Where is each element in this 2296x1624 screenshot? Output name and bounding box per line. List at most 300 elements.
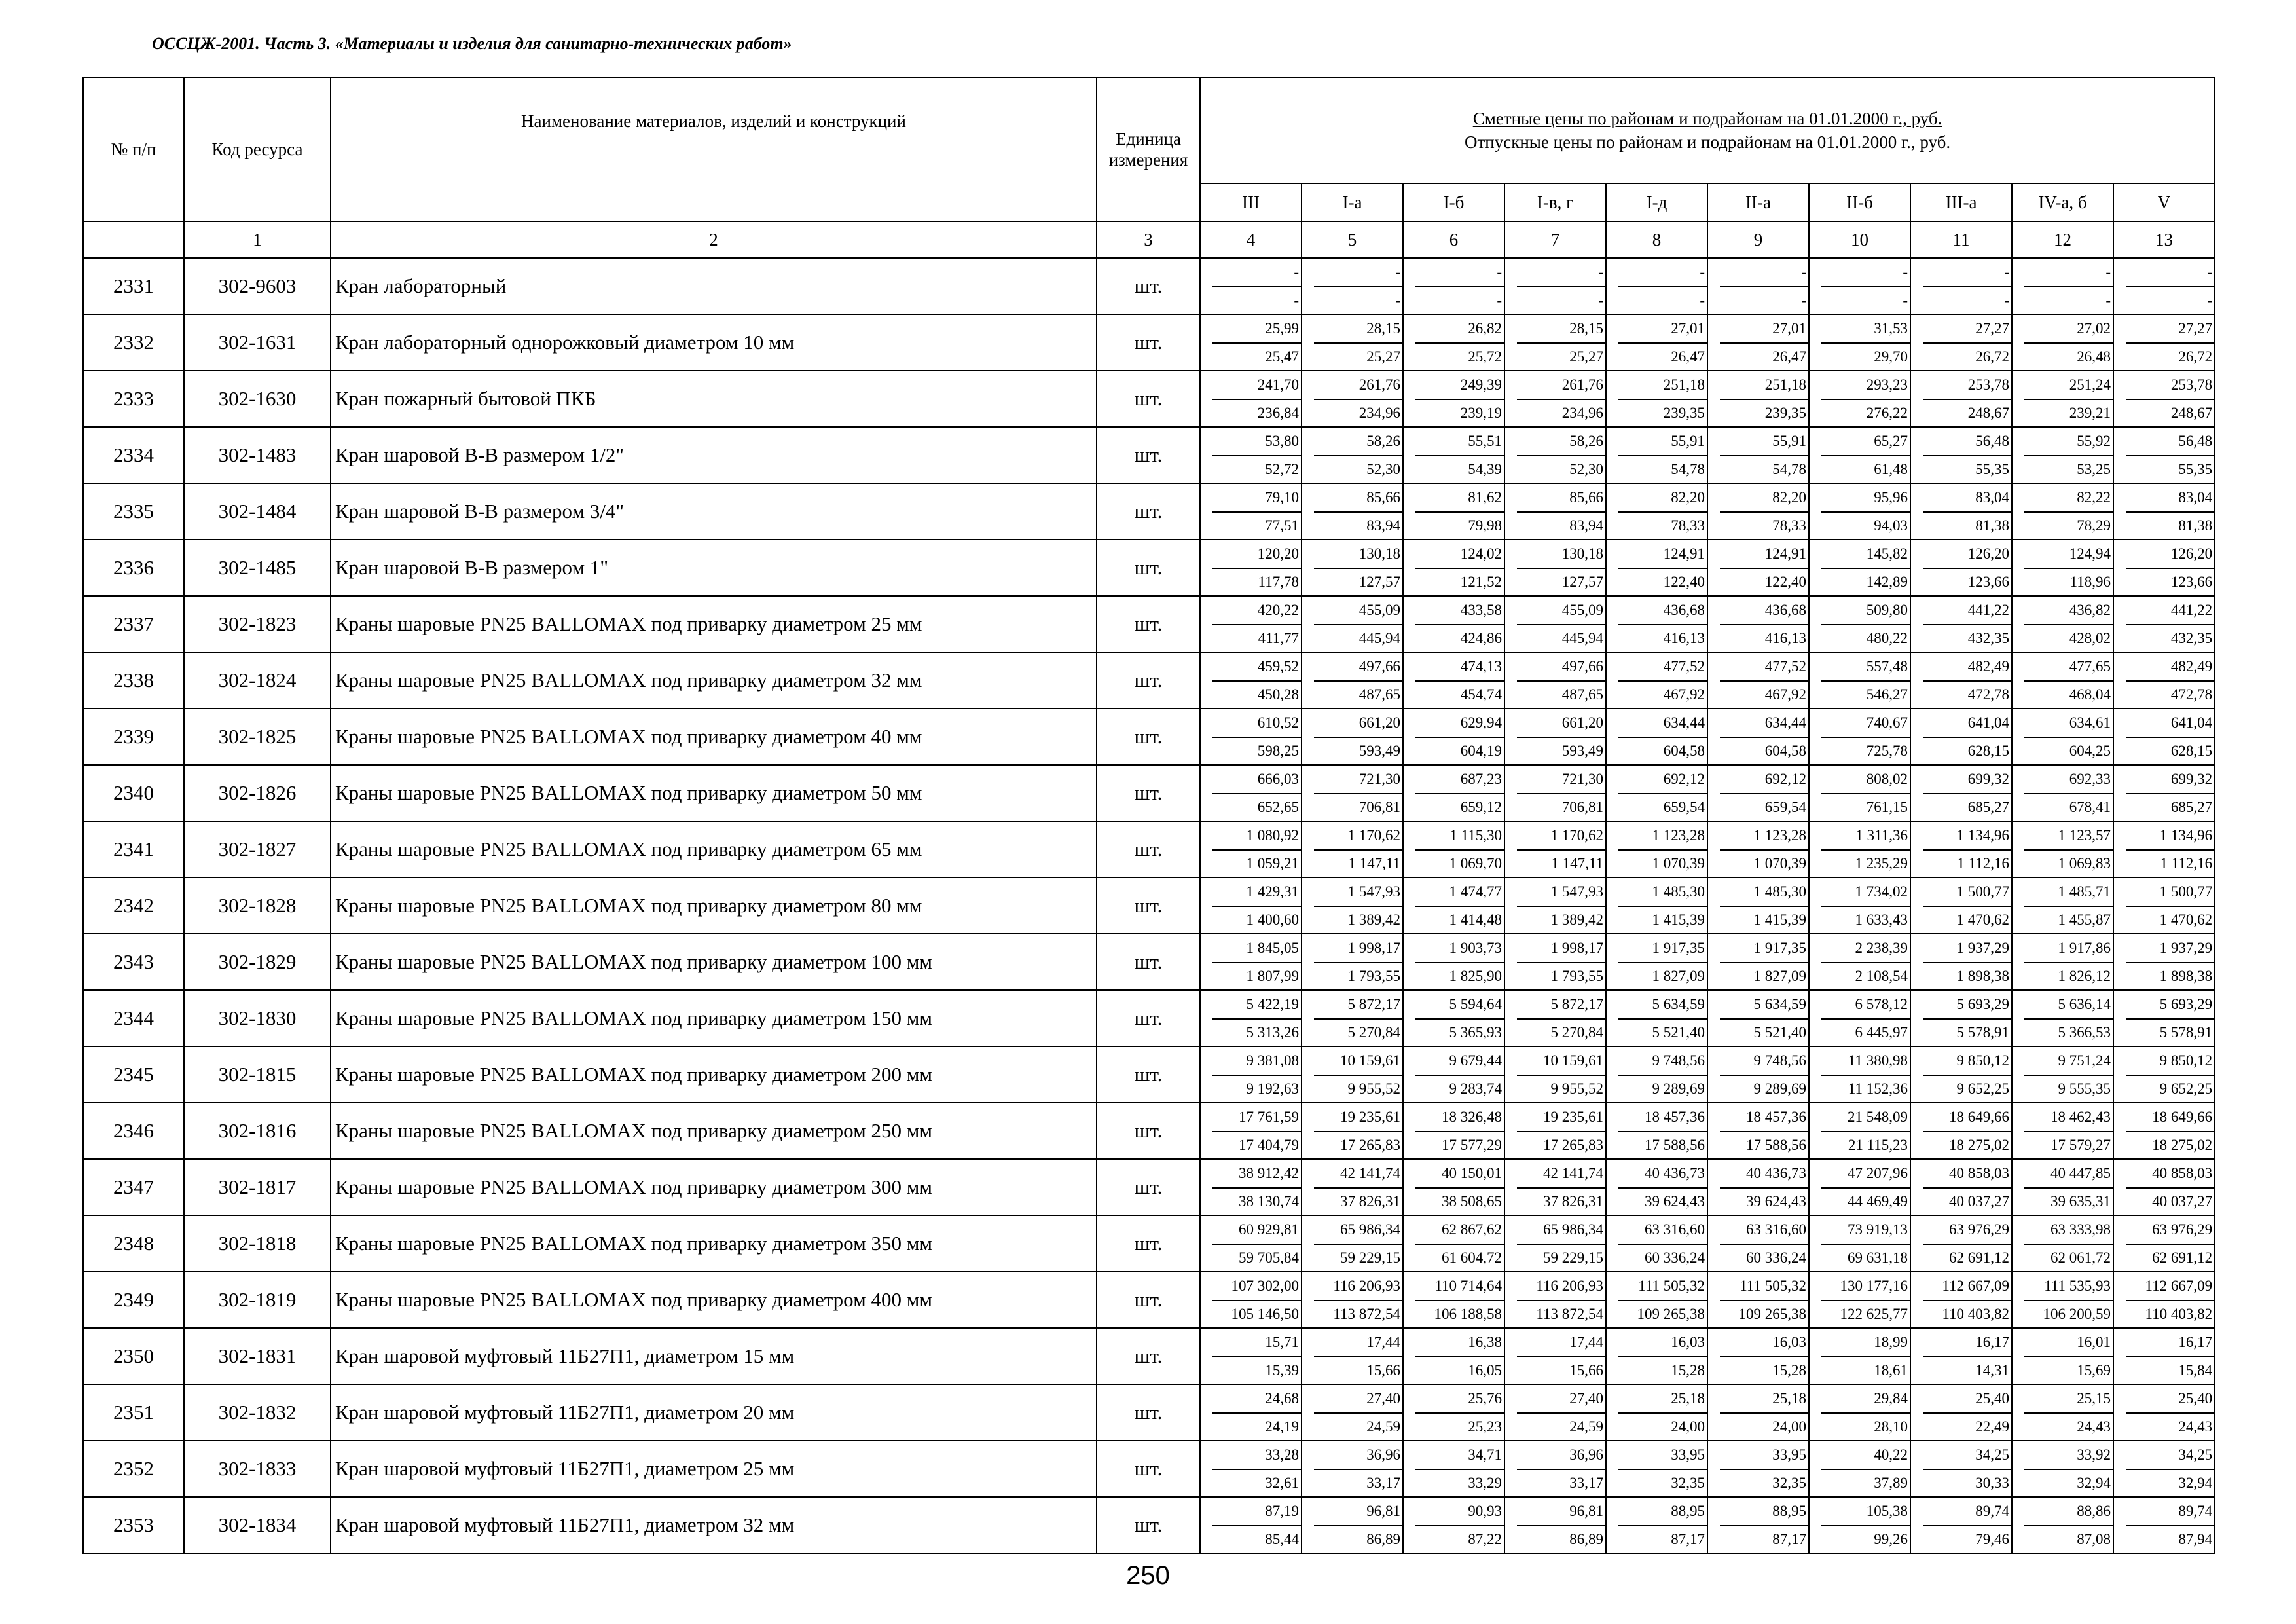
row-number: 2339 [83, 709, 184, 765]
price-cell [1200, 483, 1302, 540]
estimate-price: 83,04 [2126, 484, 2214, 513]
table-row [83, 1159, 2215, 1215]
estimate-price: 29,84 [1821, 1385, 1910, 1414]
price-cell [2113, 1497, 2215, 1553]
release-price: 652,65 [1257, 799, 1299, 815]
estimate-price: 1 123,28 [1720, 822, 1808, 851]
item-name: Кран шаровой муфтовый 11Б27П1, диаметром 25 мм [331, 1441, 1097, 1497]
estimate-price: 60 929,81 [1212, 1216, 1301, 1245]
release-price: 40 037,27 [1949, 1193, 2009, 1209]
price-cell [1809, 709, 1910, 765]
release-price: 17 588,56 [1746, 1137, 1806, 1153]
release-price: 123,66 [2170, 574, 2213, 590]
column-number: 8 [1606, 221, 1707, 258]
estimate-price: 1 429,31 [1212, 878, 1301, 907]
release-price: - [2004, 292, 2009, 308]
release-price: 25,27 [1366, 348, 1400, 365]
estimate-price: 692,12 [1618, 766, 1707, 794]
price-cell [1504, 371, 1606, 427]
release-price: 15,66 [1366, 1362, 1400, 1378]
estimate-price: 1 845,05 [1212, 934, 1301, 963]
resource-code: 302-1816 [184, 1103, 331, 1159]
estimate-price: 482,49 [2126, 653, 2214, 682]
release-price: 706,81 [1561, 799, 1603, 815]
estimate-price: 82,20 [1720, 484, 1808, 513]
release-price: 1 389,42 [1347, 912, 1400, 928]
price-cell [1302, 540, 1403, 596]
release-price: 1 807,99 [1246, 968, 1299, 984]
item-name: Кран шаровой муфтовый 11Б27П1, диаметром 20 мм [331, 1384, 1097, 1441]
table-row [83, 765, 2215, 821]
price-cell [1707, 934, 1809, 990]
release-price: 1 793,55 [1347, 968, 1400, 984]
item-name: Кран лабораторный [331, 258, 1097, 314]
price-cell [2113, 1103, 2215, 1159]
estimate-price: 27,27 [2126, 315, 2214, 344]
estimate-price: 441,22 [1923, 597, 2011, 625]
release-price: 79,46 [1975, 1531, 2009, 1547]
release-price: 39 624,43 [1746, 1193, 1806, 1209]
estimate-price: 6 578,12 [1821, 991, 1910, 1020]
price-cell [1504, 877, 1606, 934]
price-cell [1707, 540, 1809, 596]
estimate-price: 38 912,42 [1212, 1160, 1301, 1189]
price-cell [2113, 934, 2215, 990]
release-price: 59 229,15 [1340, 1249, 1400, 1266]
estimate-price: 16,17 [2126, 1329, 2214, 1357]
unit: шт. [1097, 877, 1200, 934]
price-cell [1910, 1272, 2012, 1328]
item-name: Кран шаровой муфтовый 11Б27П1, диаметром 15 мм [331, 1328, 1097, 1384]
price-cell [1504, 1159, 1606, 1215]
release-price: 122,40 [1663, 574, 1705, 590]
table-row [83, 371, 2215, 427]
estimate-price: 9 381,08 [1212, 1047, 1301, 1076]
release-price: 1 059,21 [1246, 855, 1299, 872]
release-price: 53,25 [2077, 461, 2111, 477]
estimate-price: 610,52 [1212, 709, 1301, 738]
unit: шт. [1097, 821, 1200, 877]
column-number-row [83, 221, 2215, 258]
row-number: 2352 [83, 1441, 184, 1497]
price-cell [1302, 1215, 1403, 1272]
release-price: 487,65 [1561, 686, 1603, 703]
price-cell [1809, 1384, 1910, 1441]
header-prices-estimate: Сметные цены по районам и подрайонам на 01.01.2000 г., руб. [1472, 109, 1942, 128]
price-cell [1606, 258, 1707, 314]
estimate-price: 9 850,12 [1923, 1047, 2011, 1076]
price-cell [2012, 258, 2113, 314]
table-row [83, 877, 2215, 934]
estimate-price: 436,68 [1618, 597, 1707, 625]
estimate-price: 253,78 [2126, 371, 2214, 400]
column-number: 6 [1403, 221, 1504, 258]
price-cell [1910, 371, 2012, 427]
release-price: 628,15 [2170, 743, 2213, 759]
release-price: 685,27 [2170, 799, 2213, 815]
estimate-price: - [1314, 259, 1402, 287]
price-cell [2012, 1103, 2113, 1159]
resource-code: 302-1829 [184, 934, 331, 990]
page-number: 250 [1126, 1561, 1170, 1590]
price-cell [2113, 427, 2215, 483]
price-cell [1606, 1497, 1707, 1553]
price-cell [1200, 934, 1302, 990]
release-price: 236,84 [1257, 405, 1299, 421]
estimate-price: 16,38 [1415, 1329, 1504, 1357]
release-price: 109 265,38 [1637, 1306, 1705, 1322]
release-price: 121,52 [1460, 574, 1502, 590]
estimate-price: 65 986,34 [1517, 1216, 1605, 1245]
release-price: 22,49 [1975, 1418, 2009, 1435]
estimate-price: 10 159,61 [1517, 1047, 1605, 1076]
price-cell [1606, 652, 1707, 709]
release-price: 685,27 [1967, 799, 2009, 815]
table-row [83, 1328, 2215, 1384]
price-cell [1809, 1215, 1910, 1272]
estimate-price: - [1618, 259, 1707, 287]
release-price: 85,44 [1265, 1531, 1299, 1547]
table-row [83, 821, 2215, 877]
price-cell [2012, 1046, 2113, 1103]
price-cell [1707, 427, 1809, 483]
release-price: 110 403,82 [1942, 1306, 2009, 1322]
estimate-price: 1 134,96 [1923, 822, 2011, 851]
price-cell [1707, 483, 1809, 540]
estimate-price: 65 986,34 [1314, 1216, 1402, 1245]
release-price: 628,15 [1967, 743, 2009, 759]
price-table [82, 77, 2215, 1554]
release-price: 659,54 [1663, 799, 1705, 815]
release-price: 18 275,02 [2152, 1137, 2213, 1153]
unit: шт. [1097, 371, 1200, 427]
release-price: 25,47 [1265, 348, 1299, 365]
column-number: 13 [2113, 221, 2215, 258]
estimate-price: 112 667,09 [1923, 1272, 2011, 1301]
price-cell [2012, 877, 2113, 934]
unit: шт. [1097, 1497, 1200, 1553]
price-cell [1910, 314, 2012, 371]
estimate-price: 5 636,14 [2024, 991, 2113, 1020]
estimate-price: 251,18 [1720, 371, 1808, 400]
region-header: II-а [1707, 183, 1809, 221]
table-row [83, 314, 2215, 371]
release-price: 106 188,58 [1434, 1306, 1502, 1322]
item-name: Краны шаровые PN25 BALLOMAX под приварку диаметром 150 мм [331, 990, 1097, 1046]
item-name: Краны шаровые PN25 BALLOMAX под приварку диаметром 200 мм [331, 1046, 1097, 1103]
release-price: 5 270,84 [1347, 1024, 1400, 1041]
price-cell [1606, 934, 1707, 990]
estimate-price: 111 535,93 [2024, 1272, 2113, 1301]
price-cell [1504, 1046, 1606, 1103]
estimate-price: 634,61 [2024, 709, 2113, 738]
release-price: 113 872,54 [1333, 1306, 1400, 1322]
estimate-price: 477,52 [1618, 653, 1707, 682]
price-cell [1606, 540, 1707, 596]
estimate-price: 1 998,17 [1517, 934, 1605, 963]
release-price: 706,81 [1358, 799, 1400, 815]
estimate-price: 18 462,43 [2024, 1103, 2113, 1132]
estimate-price: 18 326,48 [1415, 1103, 1504, 1132]
price-cell [1809, 427, 1910, 483]
price-cell [1403, 1272, 1504, 1328]
release-price: 472,78 [1967, 686, 2009, 703]
release-price: 424,86 [1460, 630, 1502, 646]
price-cell [1302, 1103, 1403, 1159]
release-price: - [1294, 292, 1299, 308]
estimate-price: 293,23 [1821, 371, 1910, 400]
estimate-price: 1 547,93 [1517, 878, 1605, 907]
estimate-price: 120,20 [1212, 540, 1301, 569]
estimate-price: 666,03 [1212, 766, 1301, 794]
unit: шт. [1097, 1328, 1200, 1384]
release-price: 9 555,35 [2058, 1080, 2111, 1097]
release-price: 87,17 [1671, 1531, 1705, 1547]
estimate-price: 110 714,64 [1415, 1272, 1504, 1301]
release-price: 113 872,54 [1536, 1306, 1603, 1322]
estimate-price: 18 649,66 [2126, 1103, 2214, 1132]
release-price: 416,13 [1764, 630, 1806, 646]
release-price: 239,35 [1663, 405, 1705, 421]
estimate-price: 420,22 [1212, 597, 1301, 625]
price-cell [1606, 990, 1707, 1046]
estimate-price: 111 505,32 [1618, 1272, 1707, 1301]
release-price: 127,57 [1358, 574, 1400, 590]
price-cell [1606, 765, 1707, 821]
price-cell [1200, 1103, 1302, 1159]
estimate-price: 11 380,98 [1821, 1047, 1910, 1076]
price-cell [1302, 314, 1403, 371]
price-cell [1809, 934, 1910, 990]
estimate-price: 96,81 [1314, 1498, 1402, 1526]
estimate-price: 34,71 [1415, 1441, 1504, 1470]
estimate-price: 557,48 [1821, 653, 1910, 682]
row-number: 2337 [83, 596, 184, 652]
release-price: 15,28 [1772, 1362, 1806, 1378]
release-price: 604,58 [1764, 743, 1806, 759]
release-price: 39 624,43 [1645, 1193, 1705, 1209]
price-cell [1606, 371, 1707, 427]
price-cell [1910, 1159, 2012, 1215]
table-row [83, 596, 2215, 652]
price-cell [2113, 1215, 2215, 1272]
row-number: 2334 [83, 427, 184, 483]
release-price: 78,29 [2077, 517, 2111, 534]
price-cell [1302, 1497, 1403, 1553]
release-price: 472,78 [2170, 686, 2213, 703]
price-cell [1910, 765, 2012, 821]
release-price: 5 270,84 [1550, 1024, 1603, 1041]
release-price: 15,69 [2077, 1362, 2111, 1378]
estimate-price: 25,18 [1720, 1385, 1808, 1414]
estimate-price: 1 485,30 [1618, 878, 1707, 907]
price-cell [1707, 314, 1809, 371]
price-cell [1302, 427, 1403, 483]
release-price: 1 147,11 [1551, 855, 1603, 872]
item-name: Краны шаровые PN25 BALLOMAX под приварку диаметром 32 мм [331, 652, 1097, 709]
region-header: I-д [1606, 183, 1707, 221]
price-cell [1707, 371, 1809, 427]
estimate-price: 9 751,24 [2024, 1047, 2113, 1076]
estimate-price: 661,20 [1517, 709, 1605, 738]
estimate-price: 63 316,60 [1618, 1216, 1707, 1245]
price-cell [1302, 596, 1403, 652]
release-price: 678,41 [2069, 799, 2111, 815]
release-price: 1 112,16 [1957, 855, 2009, 872]
release-price: 52,72 [1265, 461, 1299, 477]
unit: шт. [1097, 1215, 1200, 1272]
release-price: 83,94 [1569, 517, 1603, 534]
release-price: 25,23 [1468, 1418, 1502, 1435]
price-cell [1910, 1103, 2012, 1159]
estimate-price: - [2024, 259, 2113, 287]
estimate-price: 126,20 [1923, 540, 2011, 569]
price-cell [1504, 314, 1606, 371]
price-cell [1809, 1441, 1910, 1497]
unit: шт. [1097, 1384, 1200, 1441]
release-price: 1 069,70 [1449, 855, 1502, 872]
estimate-price: 692,12 [1720, 766, 1808, 794]
estimate-price: 251,24 [2024, 371, 2113, 400]
release-price: 17 577,29 [1442, 1137, 1502, 1153]
release-price: 416,13 [1663, 630, 1705, 646]
release-price: 87,08 [2077, 1531, 2111, 1547]
price-cell [1910, 540, 2012, 596]
price-cell [1910, 709, 2012, 765]
release-price: - [2207, 292, 2213, 308]
price-cell [1910, 1046, 2012, 1103]
table-row [83, 1441, 2215, 1497]
estimate-price: 16,17 [1923, 1329, 2011, 1357]
table-row [83, 1103, 2215, 1159]
item-name: Кран пожарный бытовой ПКБ [331, 371, 1097, 427]
release-price: 122,40 [1764, 574, 1806, 590]
price-cell [2113, 314, 2215, 371]
price-cell [2012, 1215, 2113, 1272]
release-price: 248,67 [1967, 405, 2009, 421]
estimate-price: 33,28 [1212, 1441, 1301, 1470]
price-cell [2012, 596, 2113, 652]
price-cell [1910, 596, 2012, 652]
estimate-price: 112 667,09 [2126, 1272, 2214, 1301]
price-cell [1302, 1441, 1403, 1497]
estimate-price: 27,40 [1517, 1385, 1605, 1414]
price-cell [1504, 1384, 1606, 1441]
release-price: 593,49 [1561, 743, 1603, 759]
estimate-price: 40 858,03 [1923, 1160, 2011, 1189]
release-price: 37 826,31 [1340, 1193, 1400, 1209]
price-cell [1707, 765, 1809, 821]
release-price: 39 635,31 [2050, 1193, 2111, 1209]
release-price: 60 336,24 [1645, 1249, 1705, 1266]
price-cell [1606, 483, 1707, 540]
item-name: Краны шаровые PN25 BALLOMAX под приварку диаметром 350 мм [331, 1215, 1097, 1272]
resource-code: 302-1828 [184, 877, 331, 934]
release-price: 24,59 [1366, 1418, 1400, 1435]
release-price: 24,19 [1265, 1418, 1299, 1435]
estimate-price: - [1923, 259, 2011, 287]
estimate-price: - [1415, 259, 1504, 287]
price-cell [2113, 1328, 2215, 1384]
estimate-price: 27,01 [1618, 315, 1707, 344]
price-cell [1302, 1384, 1403, 1441]
price-cell [1504, 427, 1606, 483]
release-price: 83,94 [1366, 517, 1400, 534]
price-cell [1403, 483, 1504, 540]
estimate-price: 1 903,73 [1415, 934, 1504, 963]
table-row [83, 483, 2215, 540]
release-price: 33,17 [1569, 1475, 1603, 1491]
table-row [83, 540, 2215, 596]
region-header: I-а [1302, 183, 1403, 221]
estimate-price: - [1720, 259, 1808, 287]
price-cell [1200, 1159, 1302, 1215]
header-prices-release: Отпускные цены по районам и подрайонам на 01.01.2000 г., руб. [1464, 132, 1951, 152]
table-row [83, 258, 2215, 314]
price-cell [1200, 652, 1302, 709]
estimate-price: 53,80 [1212, 428, 1301, 456]
price-cell [1910, 258, 2012, 314]
release-price: 15,84 [2178, 1362, 2213, 1378]
price-cell [1910, 934, 2012, 990]
estimate-price: 88,95 [1720, 1498, 1808, 1526]
release-price: 59 229,15 [1543, 1249, 1603, 1266]
item-name: Краны шаровые PN25 BALLOMAX под приварку диаметром 300 мм [331, 1159, 1097, 1215]
price-cell [1403, 877, 1504, 934]
price-cell [1707, 1497, 1809, 1553]
release-price: 467,92 [1764, 686, 1806, 703]
release-price: 86,89 [1366, 1531, 1400, 1547]
estimate-price: 692,33 [2024, 766, 2113, 794]
estimate-price: 477,65 [2024, 653, 2113, 682]
price-cell [1707, 1159, 1809, 1215]
price-cell [1809, 990, 1910, 1046]
price-cell [2113, 1441, 2215, 1497]
estimate-price: 721,30 [1517, 766, 1605, 794]
release-price: - [1598, 292, 1603, 308]
price-cell [1302, 371, 1403, 427]
price-cell [2012, 990, 2113, 1046]
resource-code: 302-1834 [184, 1497, 331, 1553]
price-cell [2012, 765, 2113, 821]
price-cell [1302, 990, 1403, 1046]
price-cell [1302, 821, 1403, 877]
price-cell [1606, 1384, 1707, 1441]
price-cell [1403, 1046, 1504, 1103]
estimate-price: 24,68 [1212, 1385, 1301, 1414]
estimate-price: 28,15 [1314, 315, 1402, 344]
price-cell [1200, 1384, 1302, 1441]
price-cell [1403, 934, 1504, 990]
estimate-price: 16,01 [2024, 1329, 2113, 1357]
price-cell [1809, 1328, 1910, 1384]
unit: шт. [1097, 709, 1200, 765]
estimate-price: 1 937,29 [1923, 934, 2011, 963]
estimate-price: 699,32 [1923, 766, 2011, 794]
estimate-price: 96,81 [1517, 1498, 1605, 1526]
release-price: 123,66 [1967, 574, 2009, 590]
price-cell [1403, 314, 1504, 371]
release-price: 468,04 [2069, 686, 2111, 703]
release-price: 94,03 [1874, 517, 1908, 534]
release-price: 2 108,54 [1855, 968, 1908, 984]
price-cell [1504, 1328, 1606, 1384]
estimate-price: 1 080,92 [1212, 822, 1301, 851]
price-cell [1910, 821, 2012, 877]
release-price: 1 793,55 [1550, 968, 1603, 984]
price-cell [1504, 258, 1606, 314]
release-price: 81,38 [1975, 517, 2009, 534]
